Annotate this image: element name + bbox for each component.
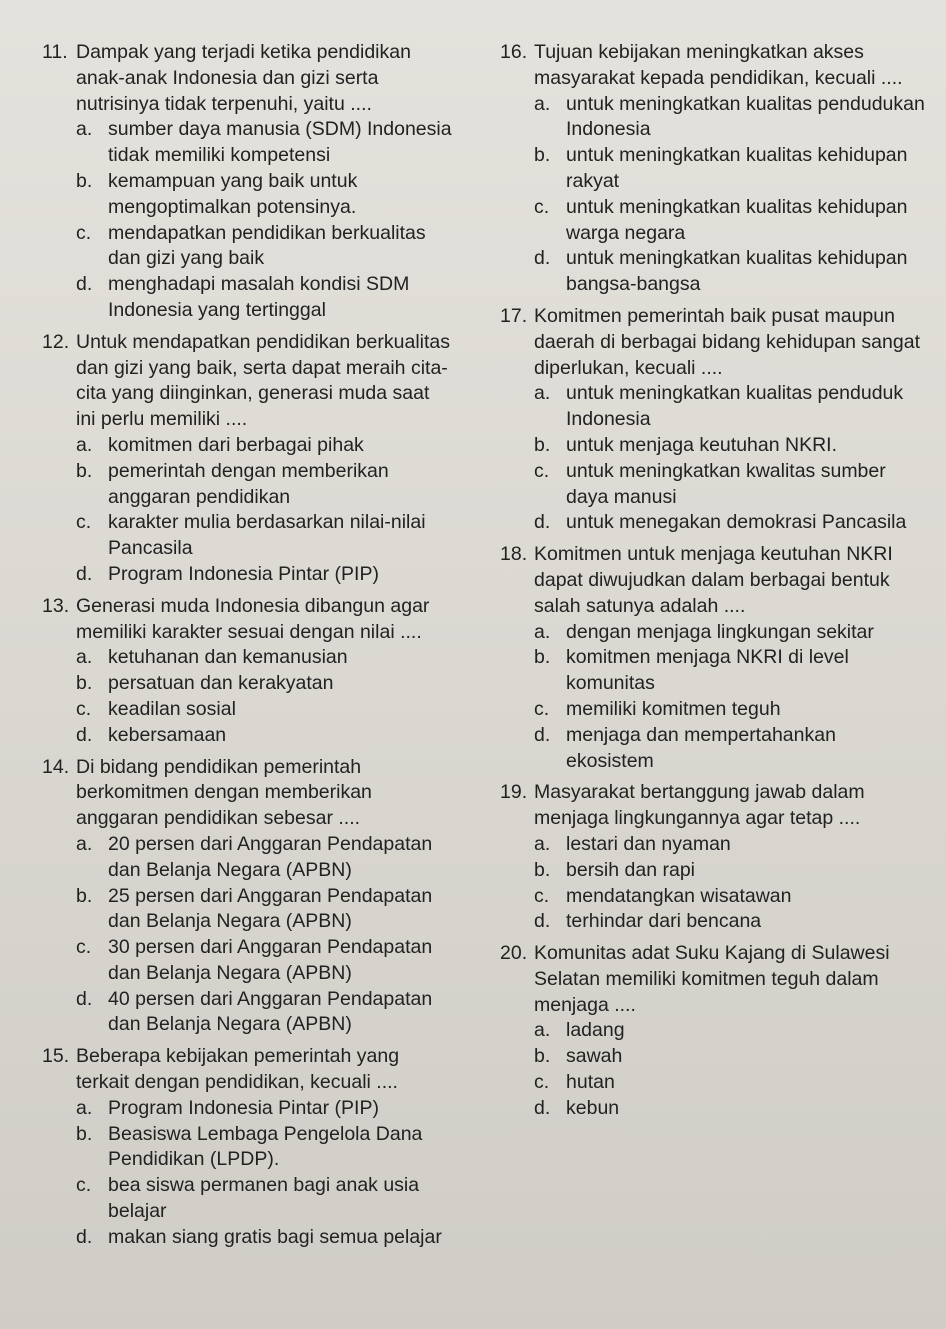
option-text: lestari dan nyaman bbox=[566, 832, 731, 855]
answer-option-a bbox=[534, 832, 925, 858]
option-text: pemerintah dengan memberikan anggaran pendidikan bbox=[108, 459, 389, 508]
option-text: untuk menegakan demokrasi Pancasila bbox=[566, 511, 907, 534]
option-text: untuk meningkatkan kwalitas sumber daya manusi bbox=[566, 459, 886, 508]
question-number: 16. bbox=[500, 41, 528, 63]
option-text: mendapatkan pendidikan berkualitas dan gizi yang baik bbox=[108, 221, 426, 270]
question-text: Generasi muda Indonesia dibangun agar memiliki karakter sesuai dengan nilai .... bbox=[76, 594, 430, 643]
answer-option-c bbox=[534, 195, 925, 247]
option-text: untuk meningkatkan kualitas pendudukan Indonesia bbox=[566, 92, 925, 141]
option-letter: b. bbox=[534, 433, 551, 456]
answer-options bbox=[76, 433, 452, 588]
answer-option-b bbox=[76, 884, 452, 936]
option-letter: a. bbox=[76, 832, 93, 855]
option-letter: b. bbox=[76, 1122, 93, 1145]
question-text: Di bidang pendidikan pemerintah berkomitmen dengan memberikan anggaran pendidikan sebesar .... bbox=[76, 755, 372, 830]
answer-option-d bbox=[534, 1096, 925, 1122]
question-15 bbox=[42, 1044, 452, 1250]
question-stem bbox=[500, 780, 925, 832]
option-letter: c. bbox=[76, 511, 92, 534]
question-14 bbox=[42, 755, 452, 1039]
option-text: ketuhanan dan kemanusian bbox=[108, 646, 348, 669]
answer-option-c bbox=[76, 1173, 452, 1225]
answer-option-c bbox=[534, 1070, 925, 1096]
option-text: ladang bbox=[566, 1019, 625, 1042]
option-letter: d. bbox=[534, 1096, 551, 1119]
option-letter: c. bbox=[534, 697, 550, 720]
option-text: bea siswa permanen bagi anak usia belajar bbox=[108, 1174, 420, 1223]
left-question-column bbox=[42, 40, 452, 1257]
answer-option-b bbox=[534, 645, 925, 697]
option-letter: b. bbox=[76, 672, 93, 695]
answer-option-a bbox=[76, 832, 452, 884]
answer-options bbox=[534, 92, 925, 298]
answer-option-a bbox=[76, 1096, 452, 1122]
option-text: kebersamaan bbox=[108, 723, 227, 746]
option-letter: a. bbox=[534, 1019, 551, 1042]
option-text: untuk meningkatkan kualitas kehidupan bangsa-bangsa bbox=[566, 247, 908, 296]
option-text: memiliki komitmen teguh bbox=[566, 697, 781, 720]
question-text: Dampak yang terjadi ketika pendidikan anak-anak Indonesia dan gizi serta nutrisinya tidak terpenuhi, yaitu .... bbox=[76, 41, 411, 115]
option-text: karakter mulia berdasarkan nilai-nilai Pancasila bbox=[108, 511, 426, 560]
answer-option-a bbox=[76, 117, 452, 169]
answer-option-a bbox=[76, 433, 452, 459]
option-letter: d. bbox=[534, 723, 551, 746]
option-letter: b. bbox=[534, 1045, 551, 1068]
answer-option-d bbox=[534, 909, 925, 935]
option-letter: d. bbox=[534, 910, 551, 933]
answer-option-b bbox=[76, 1122, 452, 1174]
question-text: Tujuan kebijakan meningkatkan akses masyarakat kepada pendidikan, kecuali .... bbox=[534, 41, 903, 89]
option-letter: d. bbox=[76, 1225, 93, 1248]
option-letter: d. bbox=[534, 247, 551, 270]
answer-option-d bbox=[76, 272, 452, 324]
answer-option-c bbox=[76, 935, 452, 987]
answer-option-b bbox=[76, 671, 452, 697]
question-number: 17. bbox=[500, 304, 528, 327]
answer-option-c bbox=[534, 697, 925, 723]
answer-option-b bbox=[534, 858, 925, 884]
question-text: Beberapa kebijakan pemerintah yang terkait dengan pendidikan, kecuali .... bbox=[76, 1045, 400, 1094]
answer-option-b bbox=[534, 143, 925, 195]
option-letter: b. bbox=[534, 144, 551, 167]
question-number: 20. bbox=[500, 942, 528, 965]
option-letter: c. bbox=[534, 884, 550, 907]
answer-options bbox=[76, 1096, 452, 1251]
option-letter: a. bbox=[534, 620, 551, 643]
option-letter: c. bbox=[534, 1071, 550, 1094]
question-11 bbox=[42, 40, 452, 324]
question-number: 14. bbox=[42, 755, 70, 778]
answer-option-a bbox=[76, 645, 452, 671]
option-text: menghadapi masalah kondisi SDM Indonesia yang tertinggal bbox=[108, 273, 410, 321]
answer-option-b bbox=[76, 459, 452, 511]
question-stem bbox=[500, 304, 925, 381]
option-letter: c. bbox=[76, 221, 92, 244]
option-text: sumber daya manusia (SDM) Indonesia tidak memiliki kompetensi bbox=[108, 118, 452, 167]
option-letter: d. bbox=[76, 987, 93, 1010]
option-text: untuk menjaga keutuhan NKRI. bbox=[566, 433, 838, 456]
answer-option-d bbox=[534, 246, 925, 298]
option-text: dengan menjaga lingkungan sekitar bbox=[566, 620, 874, 643]
option-letter: c. bbox=[76, 697, 92, 720]
option-text: hutan bbox=[566, 1071, 615, 1094]
question-stem bbox=[42, 1044, 452, 1096]
question-number: 18. bbox=[500, 543, 528, 566]
option-text: terhindar dari bencana bbox=[566, 910, 762, 933]
question-17 bbox=[500, 304, 925, 536]
answer-option-a bbox=[534, 1018, 925, 1044]
option-text: Program Indonesia Pintar (PIP) bbox=[108, 562, 379, 585]
question-18 bbox=[500, 542, 925, 774]
option-text: bersih dan rapi bbox=[566, 858, 695, 881]
option-letter: b. bbox=[534, 646, 551, 669]
question-12 bbox=[42, 330, 452, 588]
option-letter: a. bbox=[534, 832, 551, 855]
question-number: 19. bbox=[500, 781, 528, 804]
answer-option-b bbox=[534, 1044, 925, 1070]
question-stem bbox=[500, 40, 925, 92]
answer-options bbox=[76, 117, 452, 323]
option-letter: c. bbox=[534, 459, 550, 482]
option-text: 25 persen dari Anggaran Pendapatan dan Belanja Negara (APBN) bbox=[108, 884, 433, 933]
answer-option-c bbox=[534, 884, 925, 910]
answer-option-d bbox=[76, 723, 452, 749]
option-text: 30 persen dari Anggaran Pendapatan dan Belanja Negara (APBN) bbox=[108, 936, 433, 984]
option-text: persatuan dan kerakyatan bbox=[108, 672, 334, 695]
question-text: Untuk mendapatkan pendidikan berkualitas dan gizi yang baik, serta dapat meraih cita-cita yang diinginkan, generasi muda saat ini perlu memiliki .... bbox=[76, 330, 450, 431]
option-text: kemampuan yang baik untuk mengoptimalkan potensinya. bbox=[108, 169, 358, 218]
answer-options bbox=[534, 620, 925, 775]
option-text: untuk meningkatkan kualitas kehidupan rakyat bbox=[566, 144, 908, 192]
answer-options bbox=[76, 832, 452, 1038]
answer-options bbox=[76, 645, 452, 748]
question-number: 12. bbox=[42, 330, 70, 353]
question-text: Komunitas adat Suku Kajang di Sulawesi Selatan memiliki komitmen teguh dalam menjaga .... bbox=[534, 942, 890, 1016]
option-letter: c. bbox=[76, 1174, 92, 1197]
answer-option-a bbox=[534, 92, 925, 144]
answer-option-d bbox=[76, 987, 452, 1039]
option-text: makan siang gratis bagi semua pelajar bbox=[108, 1225, 442, 1248]
option-letter: c. bbox=[534, 195, 550, 218]
option-text: sawah bbox=[566, 1045, 623, 1068]
answer-option-b bbox=[76, 169, 452, 221]
question-stem bbox=[500, 941, 925, 1018]
question-number: 11. bbox=[42, 41, 68, 63]
answer-options bbox=[534, 1018, 925, 1121]
option-letter: d. bbox=[76, 723, 93, 746]
option-letter: a. bbox=[76, 433, 93, 456]
option-letter: a. bbox=[534, 382, 551, 405]
option-letter: b. bbox=[76, 459, 93, 482]
question-stem bbox=[42, 330, 452, 433]
option-text: untuk meningkatkan kualitas penduduk Indonesia bbox=[566, 382, 904, 431]
answer-option-a bbox=[534, 381, 925, 433]
option-letter: a. bbox=[76, 118, 93, 141]
answer-option-d bbox=[534, 723, 925, 775]
answer-options bbox=[534, 381, 925, 536]
right-question-column bbox=[500, 40, 925, 1128]
answer-option-b bbox=[534, 433, 925, 459]
option-letter: b. bbox=[76, 169, 93, 192]
question-13 bbox=[42, 594, 452, 749]
question-number: 13. bbox=[42, 594, 70, 617]
question-stem bbox=[42, 594, 452, 646]
option-letter: b. bbox=[534, 858, 551, 881]
answer-option-c bbox=[76, 221, 452, 273]
answer-options bbox=[534, 832, 925, 935]
question-stem bbox=[500, 542, 925, 619]
answer-option-c bbox=[76, 510, 452, 562]
option-letter: c. bbox=[76, 936, 92, 959]
option-text: komitmen dari berbagai pihak bbox=[108, 433, 364, 456]
answer-option-a bbox=[534, 620, 925, 646]
answer-option-c bbox=[76, 697, 452, 723]
question-20 bbox=[500, 941, 925, 1122]
option-text: 40 persen dari Anggaran Pendapatan dan Belanja Negara (APBN) bbox=[108, 987, 433, 1036]
question-text: Komitmen untuk menjaga keutuhan NKRI dapat diwujudkan dalam berbagai bentuk salah satunya adalah .... bbox=[534, 543, 893, 617]
question-text: Masyarakat bertanggung jawab dalam menjaga lingkungannya agar tetap .... bbox=[534, 781, 865, 830]
option-letter: a. bbox=[534, 92, 551, 115]
question-16 bbox=[500, 40, 925, 298]
question-stem bbox=[42, 755, 452, 832]
question-number: 15. bbox=[42, 1045, 70, 1068]
option-letter: d. bbox=[76, 562, 93, 585]
question-stem bbox=[42, 40, 452, 117]
option-text: komitmen menjaga NKRI di level komunitas bbox=[566, 646, 849, 695]
answer-option-d bbox=[534, 510, 925, 536]
option-text: untuk meningkatkan kualitas kehidupan warga negara bbox=[566, 195, 908, 244]
option-text: menjaga dan mempertahankan ekosistem bbox=[566, 723, 836, 772]
answer-option-d bbox=[76, 562, 452, 588]
option-letter: a. bbox=[76, 646, 93, 669]
question-19 bbox=[500, 780, 925, 935]
option-text: Program Indonesia Pintar (PIP) bbox=[108, 1096, 379, 1119]
option-text: Beasiswa Lembaga Pengelola Dana Pendidikan (LPDP). bbox=[108, 1122, 423, 1171]
option-text: mendatangkan wisatawan bbox=[566, 884, 792, 907]
answer-option-d bbox=[76, 1225, 452, 1251]
option-letter: d. bbox=[534, 511, 551, 534]
answer-option-c bbox=[534, 459, 925, 511]
question-text: Komitmen pemerintah baik pusat maupun daerah di berbagai bidang kehidupan sangat diperlukan, kecuali .... bbox=[534, 304, 920, 379]
option-letter: b. bbox=[76, 884, 93, 907]
option-text: kebun bbox=[566, 1096, 620, 1119]
option-letter: a. bbox=[76, 1096, 93, 1119]
option-text: 20 persen dari Anggaran Pendapatan dan Belanja Negara (APBN) bbox=[108, 832, 433, 881]
option-text: keadilan sosial bbox=[108, 697, 236, 720]
option-letter: d. bbox=[76, 273, 93, 296]
